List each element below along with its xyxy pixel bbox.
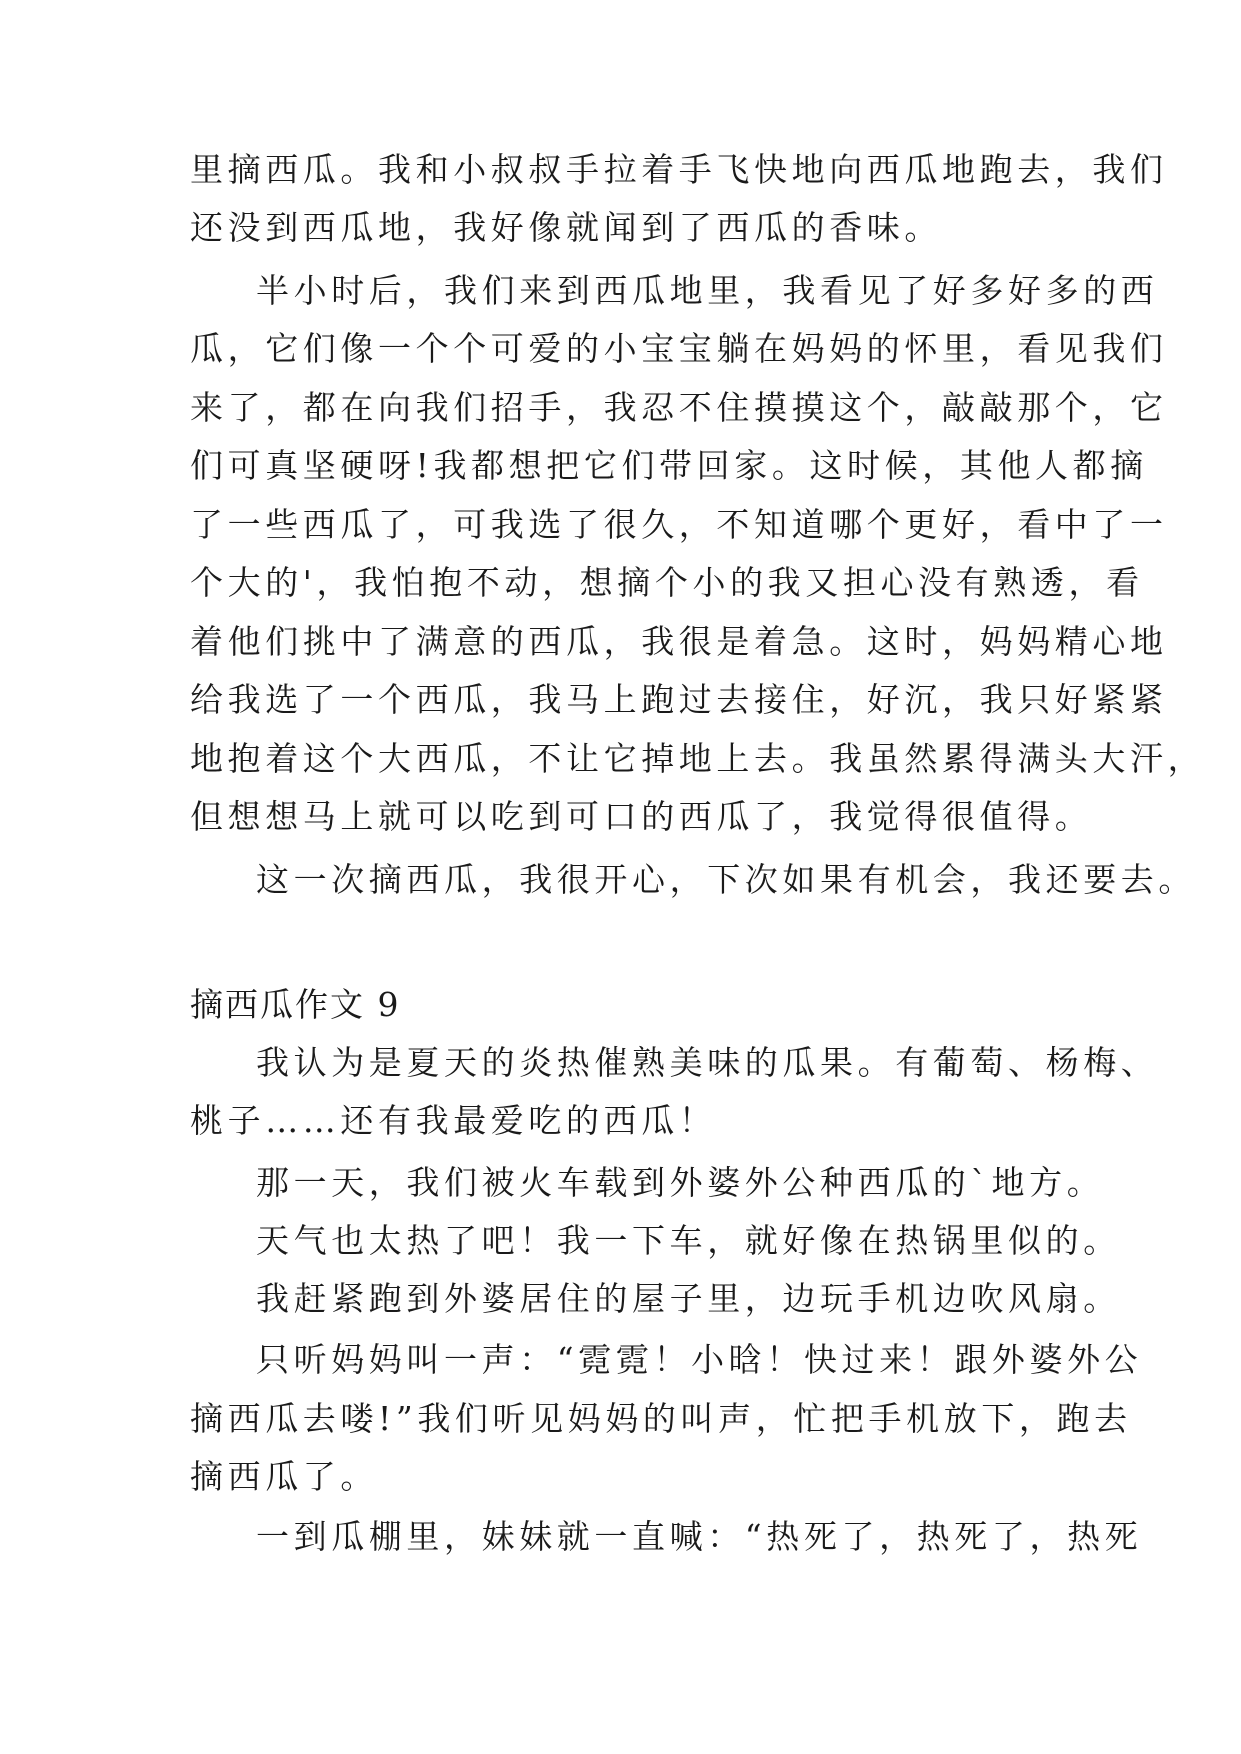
text-line: 摘西瓜去喽!”我们听见妈妈的叫声，忙把手机放下，跑去 [190,1399,1132,1438]
text-line: 瓜，它们像一个个可爱的小宝宝躺在妈妈的怀里，看见我们 [190,329,1168,368]
text-line: 摘西瓜了。 [190,1457,378,1496]
text-line: 还没到西瓜地，我好像就闻到了西瓜的香味。 [190,208,942,247]
paragraph-start-line: 我赶紧跑到外婆居住的屋子里，边玩手机边吹风扇。 [256,1279,1121,1318]
text-line: 来了，都在向我们招手，我忍不住摸摸这个，敲敲那个，它 [190,388,1168,427]
text-line: 桃子……还有我最爱吃的西瓜！ [190,1101,717,1140]
text-line: 们可真坚硬呀!我都想把它们带回家。这时候，其他人都摘 [190,446,1148,485]
text-line: 了一些西瓜了，可我选了很久，不知道哪个更好，看中了一 [190,505,1168,544]
text-line: 里摘西瓜。我和小叔叔手拉着手飞快地向西瓜地跑去，我们 [190,150,1168,189]
paragraph-start-line: 这一次摘西瓜，我很开心，下次如果有机会，我还要去。 [256,860,1196,899]
paragraph-start-line: 天气也太热了吧！我一下车，就好像在热锅里似的。 [256,1221,1121,1260]
section-title: 摘西瓜作文 9 [190,985,401,1024]
text-line: 但想想马上就可以吃到可口的西瓜了，我觉得很值得。 [190,797,1093,836]
paragraph-start-line: 只听妈妈叫一声：“霓霓！小晗！快过来！跟外婆外公 [256,1340,1143,1379]
paragraph-start-line: 那一天，我们被火车载到外婆外公种西瓜的`地方。 [256,1163,1105,1202]
text-line: 地抱着这个大西瓜，不让它掉地上去。我虽然累得满头大汗， [190,739,1206,778]
paragraph-start-line: 一到瓜棚里，妹妹就一直喊：“热死了，热死了，热死 [256,1517,1143,1556]
paragraph-start-line: 半小时后，我们来到西瓜地里，我看见了好多好多的西 [256,271,1159,310]
text-line: 给我选了一个西瓜，我马上跑过去接住，好沉，我只好紧紧 [190,680,1168,719]
text-line: 着他们挑中了满意的西瓜，我很是着急。这时，妈妈精心地 [190,622,1168,661]
paragraph-start-line: 我认为是夏天的炎热催熟美味的瓜果。有葡萄、杨梅、 [256,1043,1159,1082]
text-line: 个大的'，我怕抱不动，想摘个小的我又担心没有熟透，看 [190,563,1144,602]
